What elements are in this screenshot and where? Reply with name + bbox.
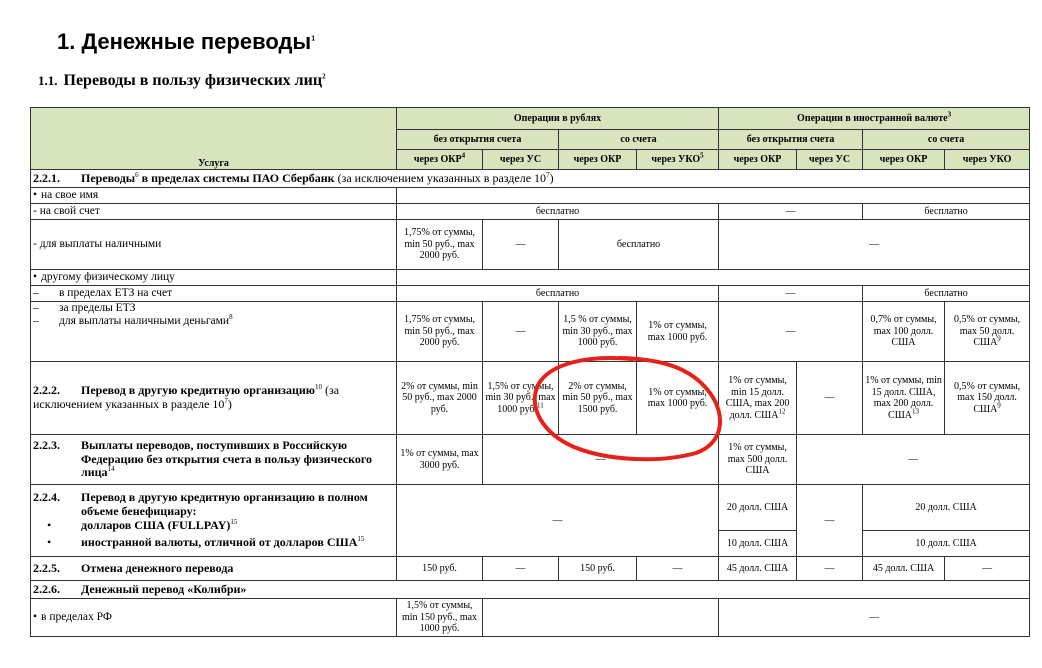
fee-cell: —	[719, 220, 1030, 270]
row-own-account: - на свой счет	[31, 204, 397, 220]
fee-cell: —	[797, 557, 863, 581]
fee-cell: —	[797, 435, 1030, 485]
fee-cell: —	[637, 557, 719, 581]
fee-cell: 0,5% от суммы, max 50 долл. США$^9$	[945, 302, 1030, 362]
fee-cell: 150 руб.	[397, 557, 483, 581]
row-outside-etz: – за пределы ЕТЗ – для выплаты наличными деньгами$^8$	[31, 302, 397, 362]
fee-cell: 2% от суммы, min 50 руб., max 2000 руб.	[397, 362, 483, 435]
header-fx-ops: Операции в иностранной валюте$^3$	[719, 108, 1030, 130]
header-okr: через ОКР	[719, 150, 797, 170]
fee-cell: —	[397, 485, 719, 557]
header-rub-ops: Операции в рублях	[397, 108, 719, 130]
fee-cell: —	[483, 435, 719, 485]
fee-cell: —	[719, 302, 863, 362]
fee-cell: бесплатно	[559, 220, 719, 270]
header-rub-with-account: со счета	[559, 130, 719, 150]
fee-cell: 10 долл. США	[719, 531, 797, 557]
header-service: Услуга	[31, 108, 397, 170]
fee-cell: 1% от суммы, min 15 долл. США, max 200 долл. США$^{13}$	[863, 362, 945, 435]
fee-cell: 10 долл. США	[863, 531, 1030, 557]
section-2-2-5: 2.2.5. Отмена денежного перевода	[31, 557, 397, 581]
header-uko: через УКО	[945, 150, 1030, 170]
fee-cell: 20 долл. США	[719, 485, 797, 531]
row-etz-account: – в пределах ЕТЗ на счет	[31, 286, 397, 302]
fee-cell: —	[719, 286, 863, 302]
header-rub-no-account: без открытия счета	[397, 130, 559, 150]
page-title: 1. Денежные переводы$^1$	[57, 29, 316, 54]
fee-cell: —	[483, 557, 559, 581]
fee-cell: бесплатно	[397, 204, 719, 220]
fee-cell: 2% от суммы, min 50 руб., max 1500 руб.	[559, 362, 637, 435]
fee-cell: —	[719, 204, 863, 220]
fee-cell: 1,75% от суммы, min 50 руб., max 2000 руб.	[397, 302, 483, 362]
fee-cell: —	[483, 302, 559, 362]
fee-cell: 0,5% от суммы, max 150 долл. США$^9$	[945, 362, 1030, 435]
fee-cell: 1,5% от суммы, min 30 руб., max 1000 руб.$^{11}$	[483, 362, 559, 435]
row-own-name: • на свое имя	[31, 188, 397, 204]
fee-cell: 1,5 % от суммы, min 30 руб., max 1000 руб.	[559, 302, 637, 362]
header-uko: через УКО$^5$	[637, 150, 719, 170]
fee-cell: —	[719, 599, 1030, 637]
section-title: 1.1. Переводы в пользу физических лиц$^2$	[38, 72, 326, 89]
fee-cell: —	[945, 557, 1030, 581]
section-2-2-2: 2.2.2. Перевод в другую кредитную организацию$^{10}$ (за исключением указанных в разделе $10^7$)	[31, 362, 397, 435]
section-2-2-4: 2.2.4. Перевод в другую кредитную организацию в полном объеме бенефициару: • долларов США (FULLPAY)$^{15}$ • иностранной валюты, отличной от долларов США$^{15}$	[31, 485, 397, 557]
fee-cell: 0,7% от суммы, max 100 долл. США	[863, 302, 945, 362]
header-fx-no-account: без открытия счета	[719, 130, 863, 150]
tariff-table	[30, 107, 1030, 637]
fee-cell: 45 долл. США	[863, 557, 945, 581]
fee-cell: 1% от суммы, max 500 долл. США	[719, 435, 797, 485]
row-in-rf: • в пределах РФ	[31, 599, 397, 637]
header-okr: через ОКР	[559, 150, 637, 170]
fee-cell: 1,75% от суммы, min 50 руб., max 2000 руб.	[397, 220, 483, 270]
fee-cell: 20 долл. США	[863, 485, 1030, 531]
fee-cell: бесплатно	[397, 286, 719, 302]
header-us: через УС	[797, 150, 863, 170]
row-cash-payout: - для выплаты наличными	[31, 220, 397, 270]
fee-cell: 1,5% от суммы, min 150 руб., max 1000 руб.	[397, 599, 483, 637]
fee-cell: 1% от суммы, min 15 долл. США, max 200 долл. США$^{12}$	[719, 362, 797, 435]
fee-cell: 1% от суммы, max 1000 руб.	[637, 302, 719, 362]
fee-cell: 45 долл. США	[719, 557, 797, 581]
row-other-person: • другому физическому лицу	[31, 270, 397, 286]
header-okr: через ОКР$^4$	[397, 150, 483, 170]
fee-cell: бесплатно	[863, 204, 1030, 220]
header-us: через УС	[483, 150, 559, 170]
section-2-2-6: 2.2.6. Денежный перевод «Колибри»	[31, 581, 1030, 599]
fee-cell: 150 руб.	[559, 557, 637, 581]
header-okr: через ОКР	[863, 150, 945, 170]
fee-cell: бесплатно	[863, 286, 1030, 302]
fee-cell: 1% от суммы, max 1000 руб.	[637, 362, 719, 435]
section-2-2-3: 2.2.3. Выплаты переводов, поступивших в Российскую Федерацию без открытия счета в пользу физического лица$^{14}$	[31, 435, 397, 485]
fee-cell: 1% от суммы, max 3000 руб.	[397, 435, 483, 485]
fee-cell: —	[483, 220, 559, 270]
fee-cell: —	[797, 362, 863, 435]
fee-cell: —	[797, 485, 863, 557]
header-fx-with-account: со счета	[863, 130, 1030, 150]
section-2-2-1: 2.2.1. Переводы$^6$ в пределах системы ПАО Сбербанк (за исключением указанных в разделе $10^7$)	[31, 170, 1030, 188]
